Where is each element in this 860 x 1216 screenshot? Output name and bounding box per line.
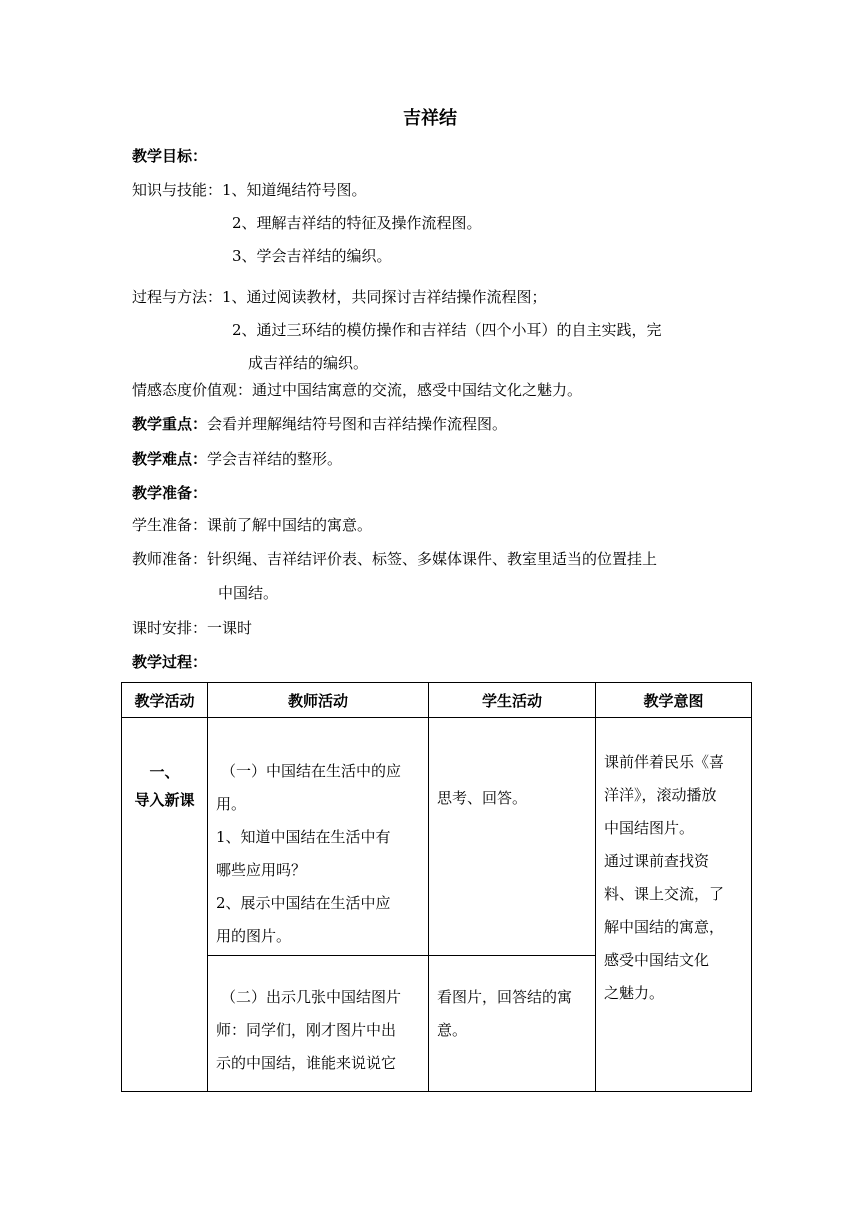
intent-line: 解中国结的寓意，: [604, 918, 725, 936]
knowledge-item-1: 1、知道绳结符号图。: [222, 181, 367, 199]
intent-cell: [596, 718, 752, 1092]
teacher-activity-b: [208, 956, 429, 1092]
teacher-a-line: 用。: [216, 795, 247, 813]
knowledge-label: 知识与技能：: [132, 181, 223, 199]
table-row: [122, 718, 752, 956]
teacher-b-line: （二）出示几张中国结图片: [221, 988, 402, 1006]
header-student: 学生活动: [429, 683, 596, 718]
teacher-activity-a: [208, 718, 429, 956]
difficulty-text: 学会吉祥结的整形。: [207, 450, 343, 468]
teacher-a-line: 1、知道中国结在生活中有: [216, 828, 391, 846]
intent-line: 中国结图片。: [604, 819, 695, 837]
process-item-1: 1、通过阅读教材，共同探讨吉祥结操作流程图；: [222, 288, 547, 306]
intent-line: 感受中国结文化: [604, 951, 710, 969]
activity-cell: [122, 718, 208, 1092]
intent-line: 洋洋》，滚动播放: [604, 786, 717, 804]
teacher-a-line: 用的图片。: [216, 927, 292, 945]
table-header-row: [122, 683, 752, 718]
student-b-line: 看图片，回答结的寓: [437, 988, 573, 1006]
teacher-a-line: 哪些应用吗？: [216, 861, 307, 879]
key-point-label: 教学重点：: [132, 415, 208, 433]
schedule: 课时安排：一课时: [132, 619, 253, 637]
goal-heading: 教学目标：: [132, 147, 208, 165]
document-title: 吉祥结: [403, 108, 457, 129]
teacher-b-line: 示的中国结，谁能来说说它: [216, 1054, 397, 1072]
teacher-prep-line-2: 中国结。: [218, 584, 279, 602]
knowledge-item-3: 3、学会吉祥结的编织。: [232, 247, 392, 265]
header-intent: 教学意图: [596, 683, 752, 718]
student-a-line: 思考、回答。: [437, 789, 528, 807]
process-row: [132, 287, 547, 307]
activity-name: 导入新课: [134, 791, 195, 809]
process-heading: 教学过程：: [132, 653, 208, 671]
key-point-row: [132, 414, 507, 434]
student-b-line: 意。: [437, 1021, 468, 1039]
difficulty-row: [132, 449, 342, 469]
intent-line: 之魅力。: [604, 984, 665, 1002]
process-item-2-line-1: 2、通过三环结的模仿操作和吉祥结（四个小耳）的自主实践，完: [232, 321, 662, 339]
teacher-a-line: 2、展示中国结在生活中应: [216, 894, 391, 912]
process-label: 过程与方法：: [132, 288, 223, 306]
teacher-a-line: （一）中国结在生活中的应: [221, 762, 402, 780]
header-teacher: 教师活动: [208, 683, 429, 718]
student-activity-b: [429, 956, 596, 1092]
teacher-prep-line-1: 教师准备：针织绳、吉祥结评价表、标签、多媒体课件、教室里适当的位置挂上: [132, 550, 658, 568]
activity-number: 一、: [149, 763, 180, 781]
difficulty-label: 教学难点：: [132, 450, 208, 468]
header-activity: 教学活动: [122, 683, 208, 718]
intent-line: 课前伴着民乐《喜: [604, 753, 725, 771]
student-activity-a: [429, 718, 596, 956]
knowledge-item-2: 2、理解吉祥结的特征及操作流程图。: [232, 214, 482, 232]
intent-line: 通过课前查找资: [604, 852, 710, 870]
student-prep: 学生准备：课前了解中国结的寓意。: [132, 516, 373, 534]
emotion-goal: 情感态度价值观：通过中国结寓意的交流，感受中国结文化之魅力。: [132, 381, 583, 399]
knowledge-row: [132, 180, 367, 200]
intent-line: 料、课上交流，了: [604, 885, 725, 903]
key-point-text: 会看并理解绳结符号图和吉祥结操作流程图。: [207, 415, 508, 433]
prep-heading: 教学准备：: [132, 484, 208, 502]
process-item-2-line-2: 成吉祥结的编织。: [248, 354, 369, 372]
teacher-b-line: 师：同学们，刚才图片中出: [216, 1021, 397, 1039]
teaching-process-table: [121, 682, 752, 1092]
